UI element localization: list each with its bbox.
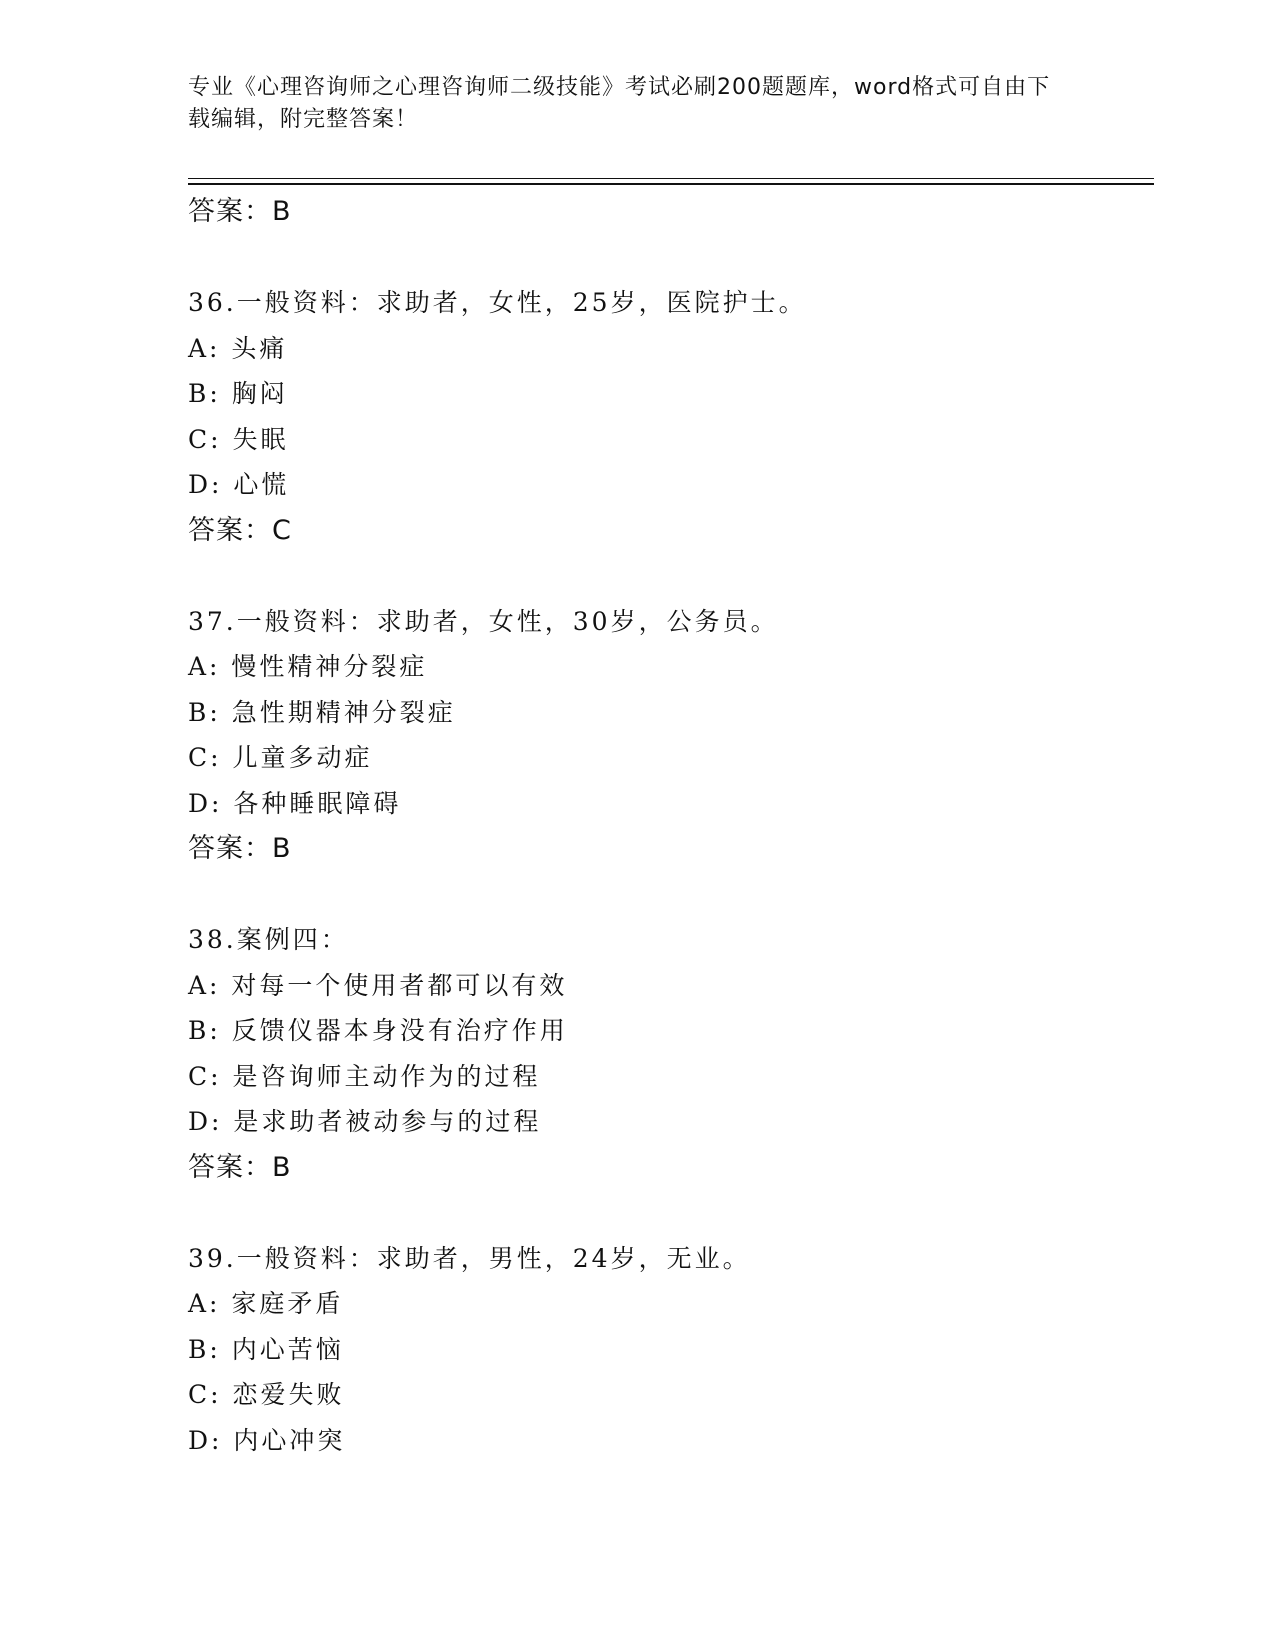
- option-b: B: 内心苦恼: [188, 1334, 344, 1364]
- option-c: C: 儿童多动症: [188, 743, 373, 772]
- document-header: 专业《心理咨询师之心理咨询师二级技能》考试必刷200题题库，word格式可自由下载编辑，附完整答案！: [188, 75, 1051, 132]
- spacer: [188, 235, 1148, 281]
- spacer: [188, 553, 1148, 599]
- question-stem: 38.案例四：: [188, 925, 349, 954]
- spacer: [188, 872, 1148, 918]
- option-a: A: 对每一个使用者都可以有效: [188, 970, 568, 1000]
- question-list: [188, 189, 1148, 1463]
- option-d: D: 是求助者被动参与的过程: [188, 1107, 542, 1136]
- question-stem: 37.一般资料：求助者，女性，30岁，公务员。: [188, 606, 779, 636]
- option-c: C: 失眠: [188, 424, 289, 454]
- header-rule-thick: [188, 183, 1154, 185]
- header-rule-thin: [188, 178, 1154, 179]
- option-d: D: 各种睡眠障碍: [188, 788, 402, 818]
- spacer: [188, 1190, 1148, 1236]
- option-b: B: 反馈仪器本身没有治疗作用: [188, 1016, 568, 1045]
- option-c: C: 恋爱失败: [188, 1380, 345, 1409]
- option-d: D: 内心冲突: [188, 1425, 346, 1455]
- option-d: D: 心慌: [188, 470, 290, 499]
- answer-line: 答案：C: [188, 514, 292, 546]
- option-a: A: 家庭矛盾: [188, 1289, 344, 1318]
- option-a: A: 慢性精神分裂症: [188, 652, 428, 681]
- option-b: B: 急性期精神分裂症: [188, 697, 456, 727]
- option-a: A: 头痛: [188, 333, 288, 363]
- option-b: B: 胸闷: [188, 379, 288, 408]
- answer-line: 答案：B: [188, 196, 292, 227]
- answer-line: 答案：B: [188, 833, 292, 864]
- answer-line: 答案：B: [188, 1151, 292, 1183]
- question-stem: 39.一般资料：求助者，男性，24岁，无业。: [188, 1243, 751, 1273]
- question-stem: 36.一般资料：求助者，女性，25岁，医院护士。: [188, 288, 807, 317]
- option-c: C: 是咨询师主动作为的过程: [188, 1061, 541, 1091]
